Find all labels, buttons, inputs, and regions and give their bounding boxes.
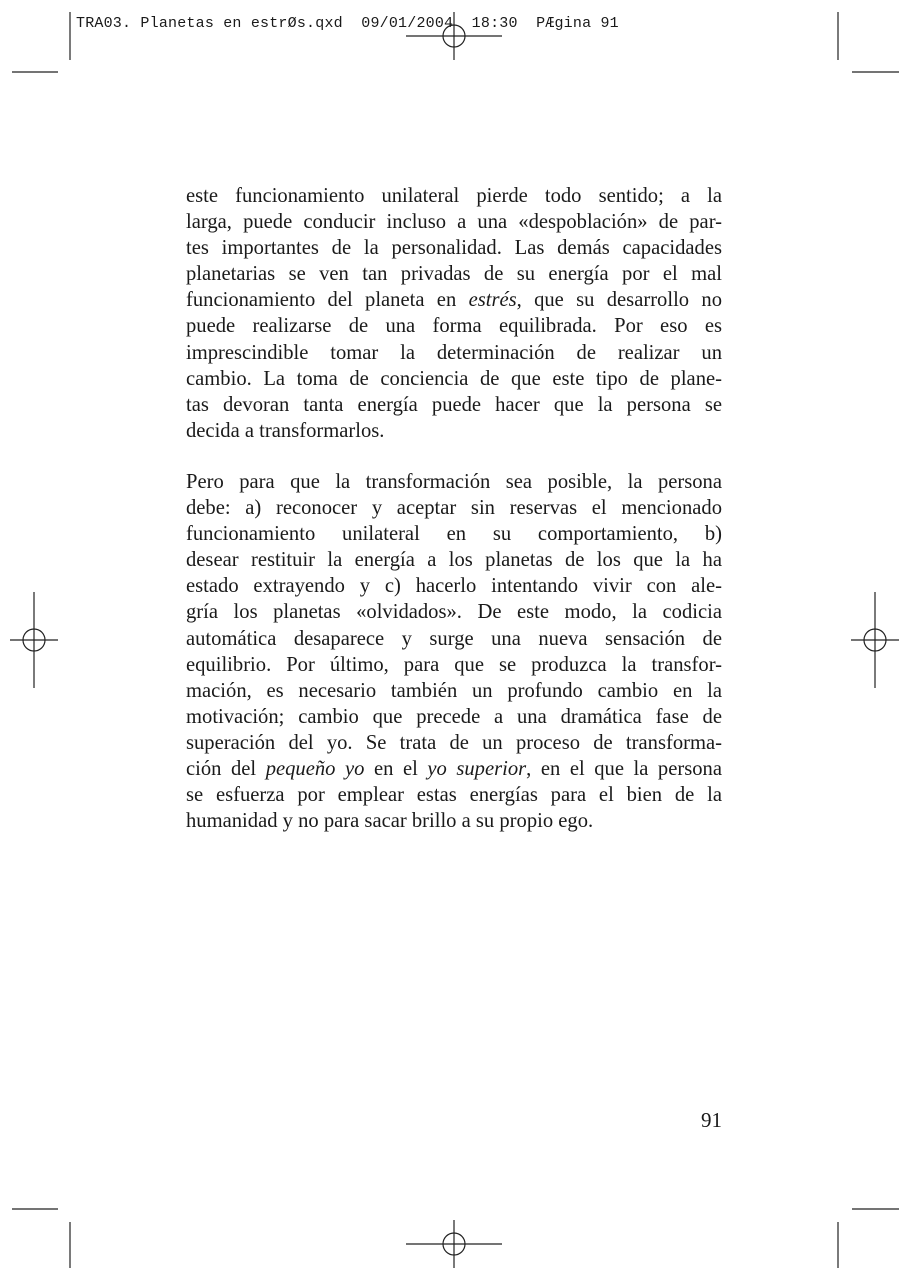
text-line bbox=[186, 287, 722, 313]
text-line: superación del yo. Se trata de un proceso de transforma- bbox=[186, 731, 722, 754]
text-line: estado extrayendo y c) hacerlo intentando vivir con ale- bbox=[186, 575, 722, 598]
italic-term: yo superior bbox=[427, 757, 527, 780]
text-line: funcionamiento unilateral en su comportamiento, b) bbox=[186, 523, 722, 546]
registration-mark-left bbox=[10, 592, 58, 688]
text-line: Pero para que la transformación sea posible, la persona bbox=[186, 470, 722, 493]
text-line: planetarias se ven tan privadas de su energía por el mal bbox=[186, 263, 722, 286]
text-line: mación, es necesario también un profundo cambio en la bbox=[186, 679, 722, 702]
text-line: este funcionamiento unilateral pierde todo sentido; a la bbox=[186, 185, 722, 207]
text-line: imprescindible tomar la determinación de realizar un bbox=[186, 341, 722, 364]
paragraph bbox=[186, 469, 722, 834]
text-line: tas devoran tanta energía puede hacer que la persona se bbox=[186, 393, 722, 416]
text-line: cambio. La toma de conciencia de que este tipo de plane- bbox=[186, 367, 722, 390]
text-line: motivación; cambio que precede a una dramática fase de bbox=[186, 705, 722, 728]
text-line: puede realizarse de una forma equilibrada. Por eso es bbox=[186, 315, 722, 338]
text-line: decida a transformarlos. bbox=[186, 419, 385, 442]
registration-mark-top bbox=[406, 12, 502, 60]
text-line: debe: a) reconocer y aceptar sin reservas el mencionado bbox=[186, 497, 722, 520]
text-line: larga, puede conducir incluso a una «despoblación» de par- bbox=[186, 211, 722, 234]
print-slug: TRA03. Planetas en estrØs.qxd 09/01/2004 18:30 PÆgina 91 bbox=[76, 15, 619, 32]
text-run: , en el que la persona bbox=[526, 757, 722, 780]
page-number: 91 bbox=[701, 1108, 722, 1132]
text-run: funcionamiento del planeta en bbox=[186, 289, 469, 312]
text-line bbox=[186, 756, 722, 782]
body-text bbox=[186, 183, 722, 859]
text-run: ción del bbox=[186, 757, 266, 780]
text-line: humanidad y no para sacar brillo a su propio ego. bbox=[186, 810, 594, 833]
text-run: en el bbox=[364, 757, 428, 780]
text-line: equilibrio. Por último, para que se produzca la transfor- bbox=[186, 653, 722, 676]
paragraph bbox=[186, 183, 722, 444]
registration-mark-right bbox=[851, 592, 899, 688]
text-run: , que su desarrollo no bbox=[516, 289, 722, 312]
text-line: automática desaparece y surge una nueva sensación de bbox=[186, 627, 722, 650]
text-line: desear restituir la energía a los planetas de los que la ha bbox=[186, 549, 722, 572]
text-line: gría los planetas «olvidados». De este modo, la codicia bbox=[186, 601, 722, 624]
text-line: se esfuerza por emplear estas energías para el bien de la bbox=[186, 784, 722, 807]
italic-term: estrés bbox=[468, 289, 517, 312]
registration-mark-bottom bbox=[406, 1220, 502, 1268]
italic-term: pequeño yo bbox=[265, 757, 365, 780]
text-line: tes importantes de la personalidad. Las demás capacidades bbox=[186, 237, 722, 260]
